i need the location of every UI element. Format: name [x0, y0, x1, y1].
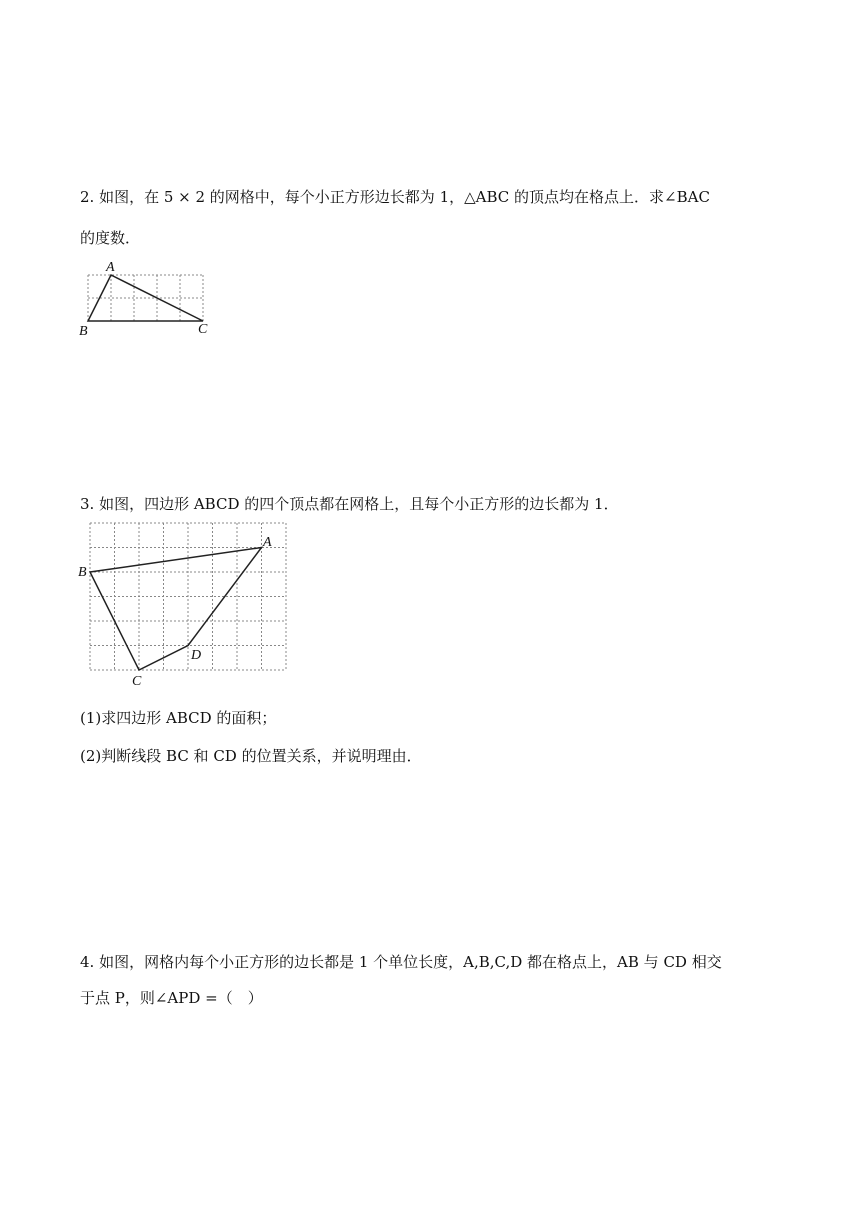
problem-4-text-line-1: 4. 如图，网格内每个小正方形的边长都是 1 个单位长度，A,B,C,D 都在格点上，AB 与 CD 相交 — [80, 953, 722, 971]
problem-2-text-line-2: 的度数． — [80, 229, 141, 247]
problem-3-text-line-1: 3. 如图，四边形 ABCD 的四个顶点都在网格上，且每个小正方形的边长都为 1． — [80, 495, 619, 513]
vertex-label-d: D — [191, 648, 202, 663]
vertex-label-b: B — [78, 565, 87, 580]
problem-2-text-line-1: 2. 如图，在 5 × 2 的网格中，每个小正方形边长都为 1，△ABC 的顶点均在格点上．求∠BAC — [80, 188, 710, 206]
vertex-label-c: C — [198, 322, 208, 337]
vertex-label-c: C — [132, 674, 142, 689]
vertex-label-a: A — [263, 535, 272, 550]
problem-2-grid — [88, 275, 203, 321]
problem-3-question-1: (1)求四边形 ABCD 的面积； — [80, 709, 277, 727]
problem-4-text-line-2: 于点 P，则∠APD =（ ） — [80, 989, 263, 1007]
vertex-label-a: A — [106, 260, 115, 275]
problem-3-question-2: (2)判断线段 BC 和 CD 的位置关系，并说明理由． — [80, 747, 422, 765]
quadrilateral-abcd — [90, 548, 262, 671]
vertex-label-b: B — [79, 324, 88, 339]
problem-3-grid — [90, 523, 286, 670]
problem-3-figure — [70, 515, 300, 695]
problem-2-figure — [70, 255, 230, 340]
